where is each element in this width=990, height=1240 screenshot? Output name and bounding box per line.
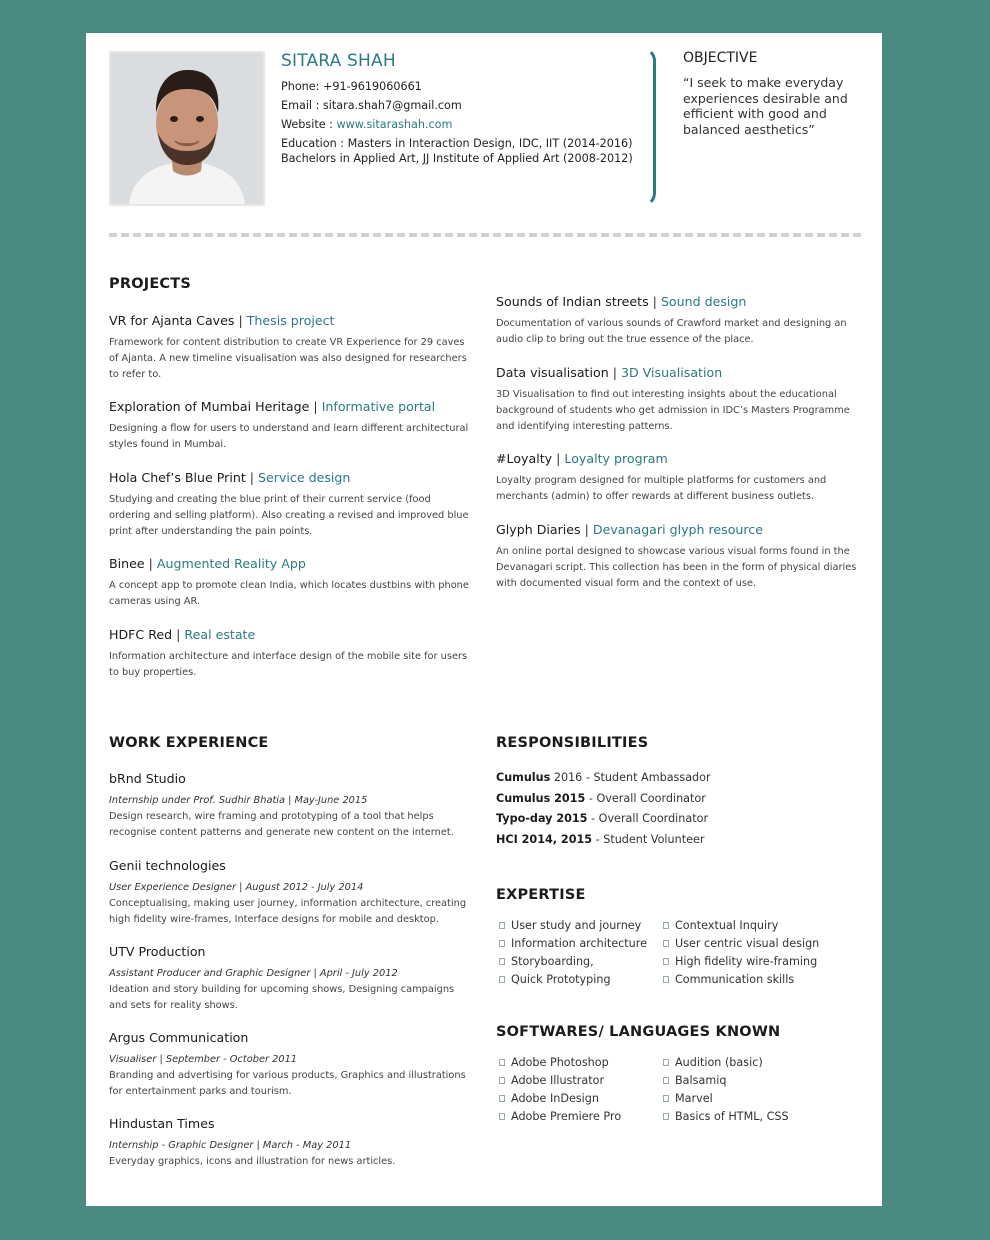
checkbox-icon — [663, 976, 669, 983]
project-desc: Framework for content distribution to create VR Experience for 29 caves of Ajanta. A new timeline visualisation was also designed for researchers to refer to. — [109, 337, 467, 380]
software-item: Adobe Premiere Pro — [499, 1110, 621, 1123]
website-label: Website : — [281, 118, 337, 131]
education-line-1: Education : Masters in Interaction Design, IDC, IIT (2014-2016) — [281, 137, 633, 150]
work-role: User Experience Designer | August 2012 - July 2014 — [109, 882, 364, 893]
checkbox-icon — [663, 940, 669, 947]
project-title: Glyph Diaries | Devanagari glyph resource — [496, 522, 763, 537]
header-bracket-divider — [634, 47, 656, 207]
checkbox-icon — [499, 958, 505, 965]
phone-text: Phone: +91-9619060661 — [281, 80, 422, 93]
project-desc: An online portal designed to showcase various visual forms found in the Devanagari script. This collection has been in the form of physical diaries with documented visual form and the context of use. — [496, 546, 857, 589]
work-desc: Everyday graphics, icons and illustration for news articles. — [109, 1156, 396, 1167]
software-item: Adobe Illustrator — [499, 1074, 604, 1087]
resume-page — [86, 33, 882, 1206]
project-title: #Loyalty | Loyalty program — [496, 451, 668, 466]
software-item: Marvel — [663, 1092, 713, 1105]
work-desc: Conceptualising, making user journey, information architecture, creating high fidelity wire-frames, Interface designs for mobile and desktop. — [109, 898, 467, 925]
expertise-item: Quick Prototyping — [499, 973, 611, 986]
projects-heading: PROJECTS — [109, 276, 191, 292]
checkbox-icon — [499, 1077, 505, 1084]
website-row — [281, 118, 452, 131]
checkbox-icon — [499, 1095, 505, 1102]
expertise-item: User study and journey — [499, 919, 641, 932]
checkbox-icon — [663, 1059, 669, 1066]
checkbox-icon — [663, 1113, 669, 1120]
work-role: Internship - Graphic Designer | March - May 2011 — [109, 1140, 352, 1151]
expertise-item: High fidelity wire-framing — [663, 955, 817, 968]
expertise-item: Information architecture — [499, 937, 647, 950]
checkbox-icon — [663, 922, 669, 929]
website-link[interactable]: www.sitarashah.com — [336, 118, 453, 131]
work-experience-heading: WORK EXPERIENCE — [109, 735, 269, 751]
responsibilities-heading: RESPONSIBILITIES — [496, 735, 649, 751]
software-item: Audition (basic) — [663, 1056, 763, 1069]
work-desc: Design research, wire framing and prototyping of a tool that helps recognise content patterns and generate new content on the internet. — [109, 811, 454, 838]
work-role: Visualiser | September - October 2011 — [109, 1054, 298, 1065]
work-company: Argus Communication — [109, 1030, 249, 1045]
checkbox-icon — [499, 922, 505, 929]
email-text: Email : sitara.shah7@gmail.com — [281, 99, 462, 112]
responsibility-item: Cumulus 2015 - Overall Coordinator — [496, 792, 706, 805]
work-company: bRnd Studio — [109, 771, 186, 786]
person-portrait-icon — [111, 53, 263, 204]
project-desc: Loyalty program designed for multiple platforms for customers and merchants (admin) to offer rewards at different business outlets. — [496, 475, 827, 502]
checkbox-icon — [663, 958, 669, 965]
work-company: Genii technologies — [109, 858, 226, 873]
project-title: Exploration of Mumbai Heritage | Informative portal — [109, 399, 436, 414]
responsibility-item: Cumulus 2016 - Student Ambassador — [496, 771, 711, 784]
project-title: Hola Chef’s Blue Print | Service design — [109, 470, 351, 485]
candidate-name: SITARA SHAH — [281, 51, 396, 71]
responsibility-item: HCI 2014, 2015 - Student Volunteer — [496, 833, 705, 846]
project-desc: Information architecture and interface design of the mobile site for users to buy properties. — [109, 651, 468, 678]
work-company: UTV Production — [109, 944, 206, 959]
project-title: VR for Ajanta Caves | Thesis project — [109, 313, 335, 328]
profile-photo — [109, 51, 265, 206]
project-desc: Documentation of various sounds of Crawford market and designing an audio clip to bring out the true essence of the place. — [496, 318, 847, 345]
software-item: Balsamiq — [663, 1074, 726, 1087]
work-role: Internship under Prof. Sudhir Bhatia | May-June 2015 — [109, 795, 368, 806]
dashed-divider — [109, 233, 861, 237]
software-item: Adobe Photoshop — [499, 1056, 609, 1069]
software-heading: SOFTWARES/ LANGUAGES KNOWN — [496, 1024, 781, 1040]
software-item: Basics of HTML, CSS — [663, 1110, 789, 1123]
responsibility-item: Typo-day 2015 - Overall Coordinator — [496, 812, 709, 825]
project-desc: Designing a flow for users to understand and learn different architectural styles found in Mumbai. — [109, 423, 469, 450]
project-title: Sounds of Indian streets | Sound design — [496, 294, 747, 309]
expertise-heading: EXPERTISE — [496, 887, 586, 903]
software-item: Adobe InDesign — [499, 1092, 599, 1105]
project-title: HDFC Red | Real estate — [109, 627, 256, 642]
checkbox-icon — [499, 1113, 505, 1120]
project-desc: Studying and creating the blue print of their current service (food ordering and selling platform). Also creating a revised and improved blue print after understanding the pain points. — [109, 494, 469, 537]
checkbox-icon — [499, 940, 505, 947]
project-title: Data visualisation | 3D Visualisation — [496, 365, 723, 380]
checkbox-icon — [663, 1077, 669, 1084]
project-desc: A concept app to promote clean India, which locates dustbins with phone cameras using AR. — [109, 580, 469, 607]
objective-text: “I seek to make everyday experiences desirable and efficient with good and balanced aesthetics” — [683, 75, 848, 137]
project-desc: 3D Visualisation to find out interesting insights about the educational background of students who get admission in IDC’s Masters Programme and identifying interesting patterns. — [496, 389, 850, 432]
work-company: Hindustan Times — [109, 1116, 215, 1131]
work-desc: Ideation and story building for upcoming shows, Designing campaigns and sets for reality shows. — [109, 984, 455, 1011]
expertise-item: Communication skills — [663, 973, 794, 986]
expertise-item: Contextual Inquiry — [663, 919, 778, 932]
education-line-2: Bachelors in Applied Art, JJ Institute of Applied Art (2008-2012) — [281, 152, 633, 165]
checkbox-icon — [499, 976, 505, 983]
expertise-item: Storyboarding, — [499, 955, 594, 968]
work-role: Assistant Producer and Graphic Designer | April - July 2012 — [109, 968, 398, 979]
expertise-item: User centric visual design — [663, 937, 819, 950]
checkbox-icon — [663, 1095, 669, 1102]
project-title: Binee | Augmented Reality App — [109, 556, 306, 571]
objective-title: OBJECTIVE — [683, 50, 758, 66]
work-desc: Branding and advertising for various products, Graphics and illustrations for entertainment parks and tourism. — [109, 1070, 466, 1097]
checkbox-icon — [499, 1059, 505, 1066]
